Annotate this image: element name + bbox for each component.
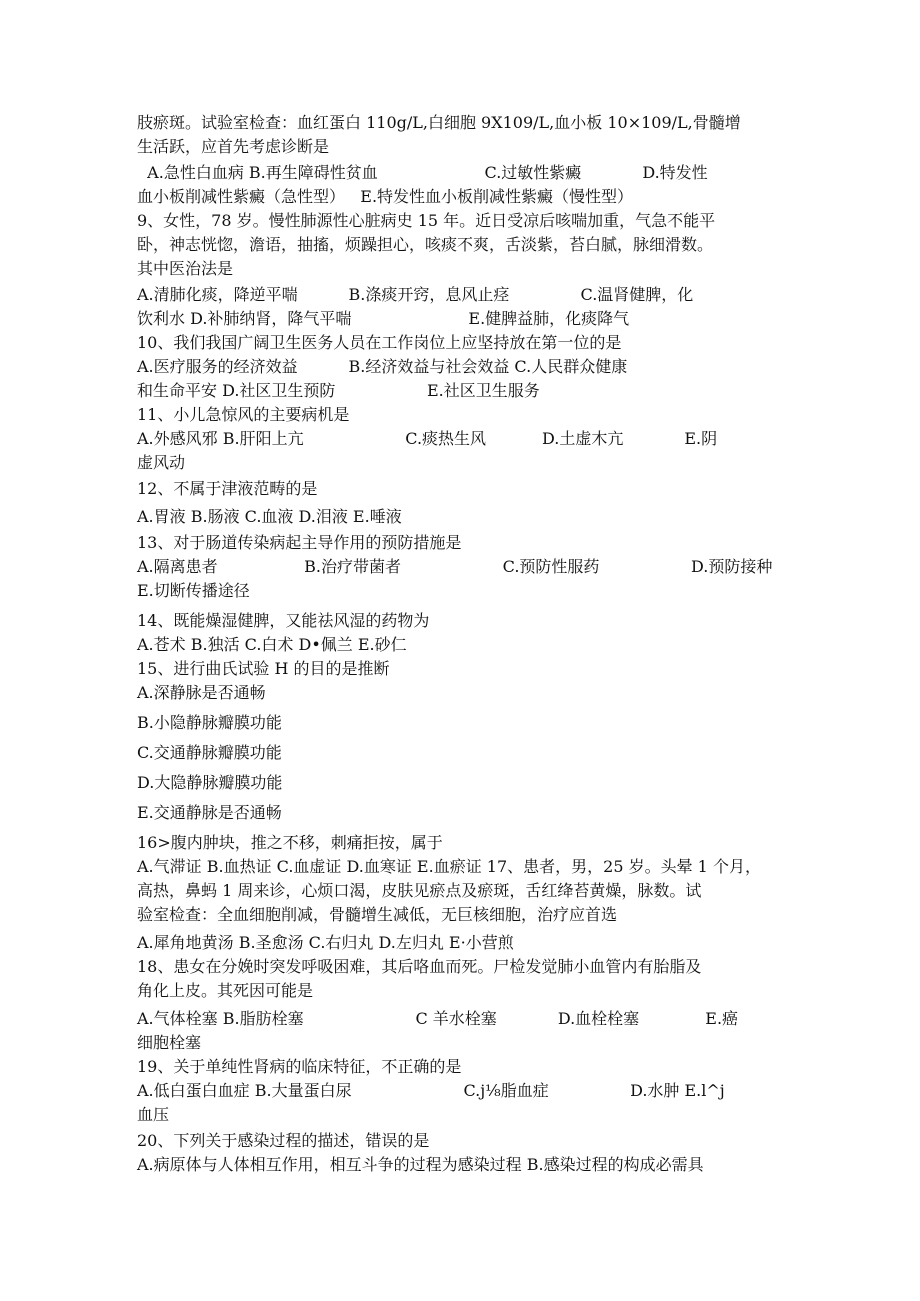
text-line: 9、女性，78 岁。慢性肺源性心脏病史 15 年。近日受凉后咳喘加重，气急不能平 [137, 211, 716, 230]
text-line: A.犀角地黄汤 B.圣愈汤 C.右归丸 D.左归丸 E·小营煎 [137, 933, 514, 952]
text-line: B.小隐静脉瓣膜功能 [137, 713, 282, 732]
text-line: A.病原体与人体相互作用，相互斗争的过程为感染过程 B.感染过程的构成必需具 [137, 1155, 704, 1174]
text-line: 高热，鼻蚂 1 周来诊，心烦口渴，皮肤见瘀点及瘀斑，舌红绛苔黄燥，脉数。试 [137, 881, 702, 900]
text-line: A.深静脉是否通畅 [137, 683, 266, 702]
text-line: 10、我们我国广阔卫生医务人员在工作岗位上应坚持放在第一位的是 [137, 333, 622, 352]
text-line: A.胃液 B.肠液 C.血液 D.泪液 E.唾液 [137, 507, 402, 526]
text-line: A.外感风邪 B.肝阳上亢 C.痰热生风 D.土虚木亢 E.阴 [137, 429, 718, 448]
text-line: 肢瘀斑。试验室检查：血红蛋白 110g/L,白细胞 9X109/L,血小板 10×109/L,骨髓增 [137, 113, 741, 132]
text-line: A.急性白血病 B.再生障碍性贫血 C.过敏性紫癜 D.特发性 [137, 163, 708, 182]
text-line: 15、进行曲氏试验 H 的目的是推断 [137, 659, 390, 678]
text-line: 16>腹内肿块，推之不移，刺痛拒按，属于 [137, 833, 443, 852]
text-line: A.苍术 B.独活 C.白术 D•佩兰 E.砂仁 [137, 635, 407, 654]
text-line: 验室检查：全血细胞削减，骨髓增生减低，无巨核细胞，治疗应首选 [137, 905, 618, 924]
text-line: D.大隐静脉瓣膜功能 [137, 773, 283, 792]
text-line: 角化上皮。其死因可能是 [137, 981, 314, 1000]
text-line: 13、对于肠道传染病起主导作用的预防措施是 [137, 533, 462, 552]
text-line: E.切断传播途径 [137, 581, 250, 600]
text-line: 14、既能燥湿健脾，又能祛风湿的药物为 [137, 611, 430, 630]
text-line: A.清肺化痰，降逆平喘 B.涤痰开窍，息风止痉 C.温肾健脾，化 [137, 285, 694, 304]
text-line: 血小板削减性紫癜（急性型） E.特发性血小板削减性紫癜（慢性型） [137, 187, 634, 206]
text-line: A.医疗服务的经济效益 B.经济效益与社会效益 C.人民群众健康 [137, 357, 628, 376]
text-line: A.低白蛋白血症 B.大量蛋白尿 C.j⅛脂血症 D.水肿 E.l^j [137, 1081, 725, 1100]
text-line: E.交通静脉是否通畅 [137, 803, 282, 822]
text-line: 20、下列关于感染过程的描述，错误的是 [137, 1131, 430, 1150]
text-line: A.隔离患者 B.治疗带菌者 C.预防性服药 D.预防接种 [137, 557, 773, 576]
text-line: 和生命平安 D.社区卫生预防 E.社区卫生服务 [137, 381, 540, 400]
text-line: A.气滞证 B.血热证 C.血虚证 D.血寒证 E.血瘀证 17、患者，男，25 岁。头晕 1 个月， [137, 857, 761, 876]
text-line: 虚风动 [137, 453, 186, 472]
text-line: 细胞栓塞 [137, 1033, 202, 1052]
text-line: 饮利水 D.补肺纳肾，降气平喘 E.健脾益肺，化痰降气 [137, 309, 630, 328]
text-line: A.气体栓塞 B.脂肪栓塞 C 羊水栓塞 D.血栓栓塞 E.癌 [137, 1009, 739, 1028]
text-line: 18、患女在分娩时突发呼吸困难，其后咯血而死。尸检发觉肺小血管内有胎脂及 [137, 957, 702, 976]
text-line: 卧，神志恍惚，澹语，抽搐，烦躁担心，咳痰不爽，舌淡紫，苔白腻，脉细滑数。 [137, 235, 714, 254]
text-line: 11、小儿急惊风的主要病机是 [137, 405, 350, 424]
text-line: C.交通静脉瓣膜功能 [137, 743, 282, 762]
text-line: 12、不属于津液范畴的是 [137, 479, 318, 498]
text-line: 19、关于单纯性肾病的临床特征，不正确的是 [137, 1057, 462, 1076]
text-line: 血压 [137, 1105, 170, 1124]
text-line: 其中医治法是 [137, 259, 234, 278]
text-line: 生活跃，应首先考虑诊断是 [137, 137, 330, 156]
